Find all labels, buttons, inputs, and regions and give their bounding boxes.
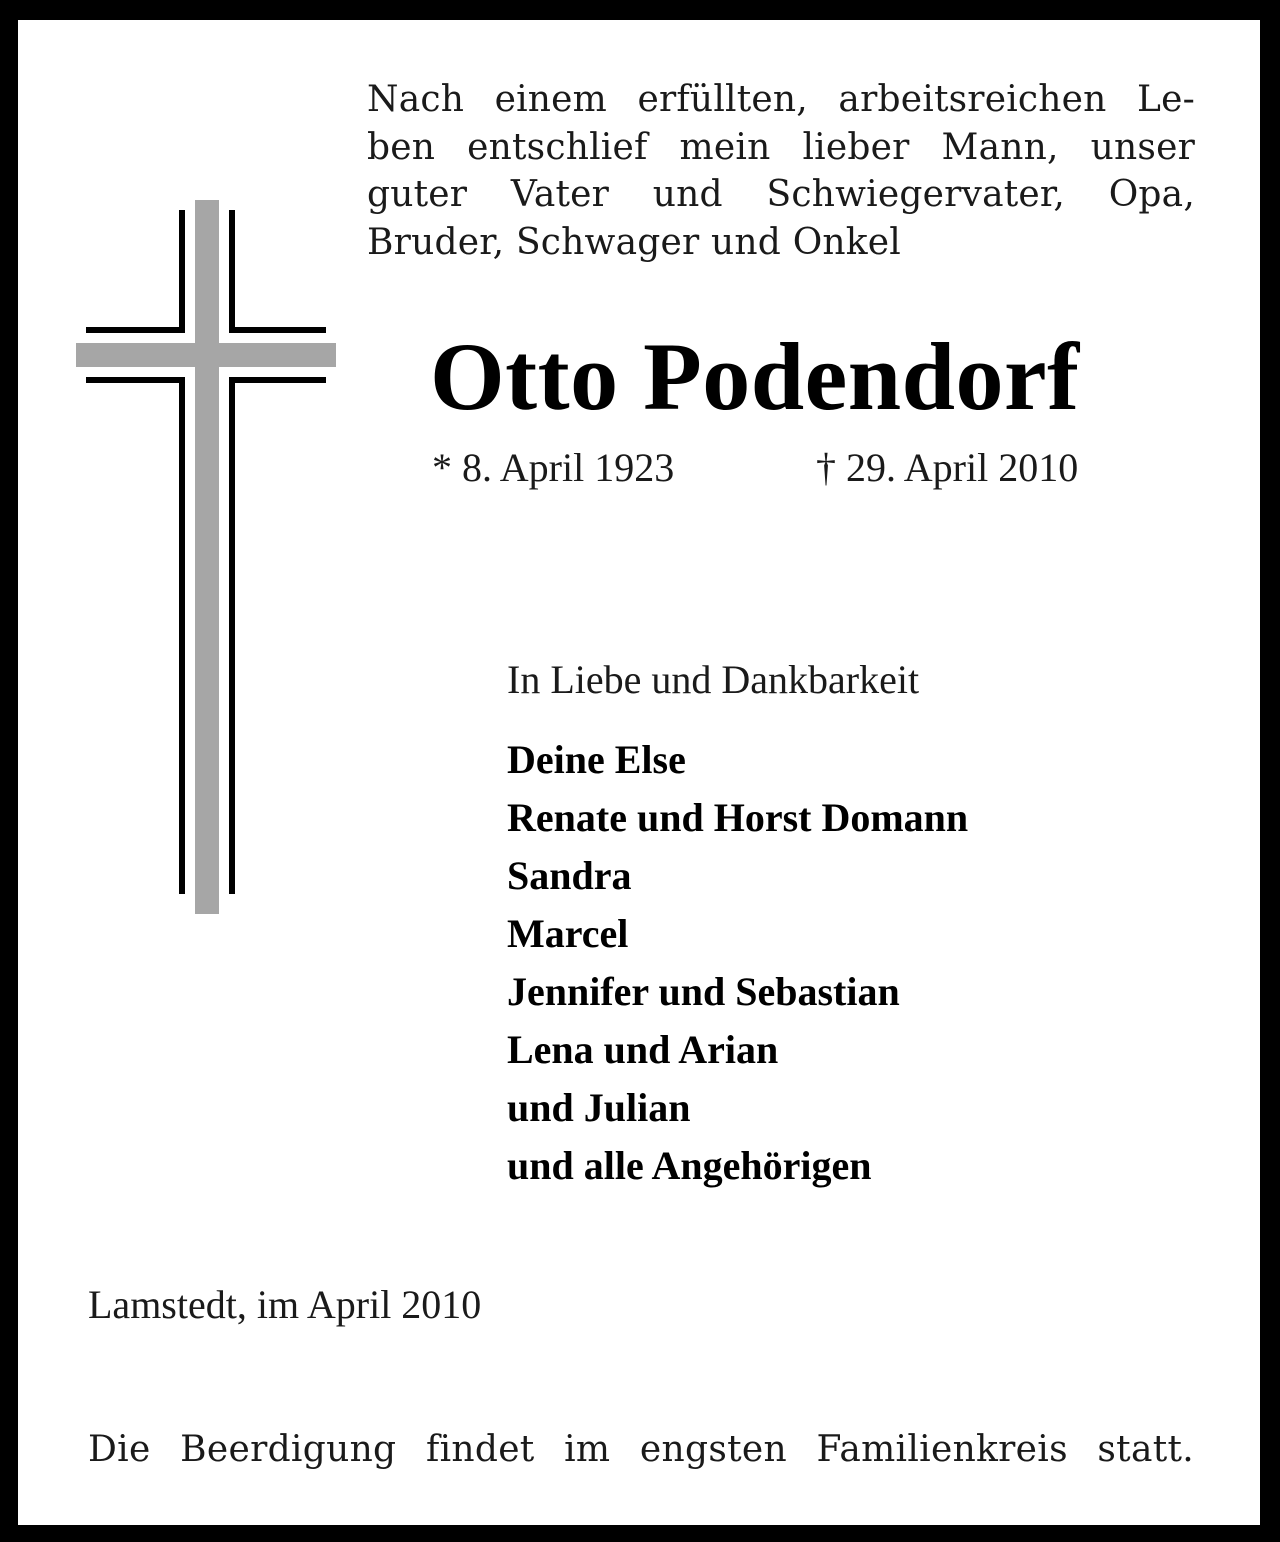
cross-outline-bottom-right (229, 377, 326, 383)
mourners-list (507, 731, 968, 1195)
birth-date: * 8. April 1923 (432, 445, 675, 490)
mourner-item: Marcel (507, 911, 629, 956)
mourner-item: und alle Angehörigen (507, 1143, 872, 1188)
cross-horizontal-bar (76, 343, 336, 367)
intro-line: Nach einem erfüllten, arbeitsreichen Le- (367, 79, 1195, 120)
mourner-item: Renate und Horst Domann (507, 795, 969, 840)
mourner-item: Sandra (507, 853, 632, 898)
funeral-note: Die Beerdigung findet im engsten Familienkreis statt. (88, 1429, 1194, 1470)
cross-outline-left-upper (179, 210, 185, 330)
intro-line: guter Vater und Schwiegervater, Opa, (367, 174, 1195, 215)
cross-outline-top-left (86, 327, 185, 333)
cross-outline-right-lower (229, 380, 235, 894)
cross-outline-left-lower (179, 380, 185, 894)
mourner-item: Deine Else (507, 737, 686, 782)
mourner-item: und Julian (507, 1085, 691, 1130)
intro-line: Bruder, Schwager und Onkel (367, 221, 902, 263)
cross-vertical-bar (195, 200, 219, 914)
cross-outline-bottom-left (86, 377, 185, 383)
cross-outline-top-right (229, 327, 326, 333)
death-date: † 29. April 2010 (816, 445, 1079, 490)
mourner-item: Jennifer und Sebastian (507, 969, 900, 1014)
deceased-name: Otto Podendorf (430, 323, 1080, 430)
place-date: Lamstedt, im April 2010 (88, 1282, 482, 1327)
cross-outline-right-upper (229, 210, 235, 330)
mourner-item: Lena und Arian (507, 1027, 779, 1072)
intro-line: ben entschlief mein lieber Mann, unser (367, 126, 1195, 168)
dedication-text: In Liebe und Dankbarkeit (507, 657, 920, 702)
cross-icon (70, 190, 350, 930)
intro-text (367, 76, 1195, 266)
